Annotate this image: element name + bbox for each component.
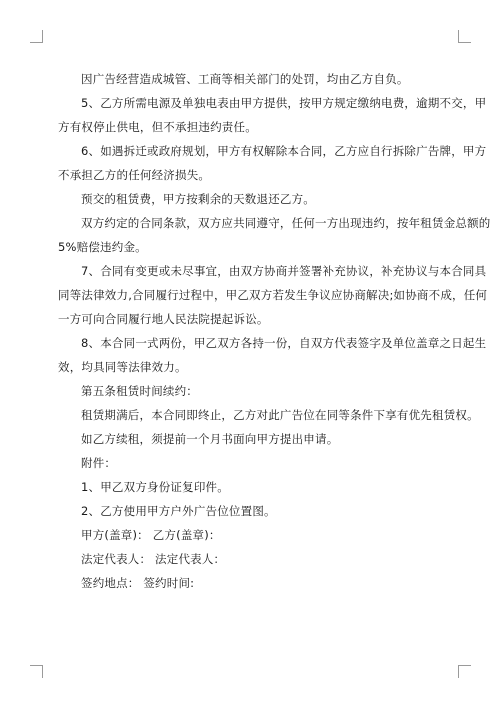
crop-mark-bottom-right — [458, 665, 471, 678]
document-body — [58, 67, 491, 595]
clause-7-line: 7、合同有变更或未尽事宜，由双方协商并签署补充协议，补充协议与本合同具 — [81, 264, 487, 278]
clause-6-line: 6、如遇拆迁或政府规划，甲方有权解除本合同，乙方应自行拆除广告牌，甲方 — [81, 144, 487, 158]
clause-8-continuation: 效，均具同等法律效力。 — [58, 360, 187, 374]
signature-line: 签约地点： 签约时间: — [81, 576, 195, 590]
clause-5-continuation: 方有权停止供电，但不承担违约责任。 — [58, 120, 257, 134]
clause-8-line: 8、本合同一式两份，甲乙双方各持一份，自双方代表签字及单位盖章之日起生 — [81, 336, 487, 350]
crop-mark-top-left — [30, 30, 43, 43]
signature-line: 法定代表人： 法定代表人： — [81, 552, 226, 566]
crop-mark-top-right — [458, 30, 471, 43]
attachment-item: 1、甲乙双方身份证复印件。 — [81, 480, 229, 494]
crop-mark-bottom-left — [30, 665, 43, 678]
signature-line: 甲方(盖章)： 乙方(盖章)： — [81, 528, 221, 542]
clause-5-line: 5、乙方所需电源及单独电表由甲方提供，按甲方规定缴纳电费，逾期不交，甲 — [81, 96, 487, 110]
text-line: 如乙方续租，须提前一个月书面向甲方提出申请。 — [81, 432, 339, 446]
clause-7-continuation: 一方可向合同履行地人民法院提起诉讼。 — [58, 312, 269, 326]
text-line: 预交的租赁费，甲方按剩余的天数退还乙方。 — [81, 192, 315, 206]
clause-7-continuation: 同等法律效力,合同履行过程中，甲乙双方若发生争议应协商解决;如协商不成，任何 — [58, 288, 488, 302]
text-line: 租赁期满后，本合同即终止，乙方对此广告位在同等条件下享有优先租赁权。 — [81, 408, 479, 422]
text-line: 双方约定的合同条款，双方应共同遵守，任何一方出现违约，按年租赁金总额的 — [81, 216, 491, 230]
attachment-item: 2、乙方使用甲方户外广告位位置图。 — [81, 504, 276, 518]
section-heading: 第五条租赁时间续约： — [81, 384, 198, 398]
text-line: 因广告经营造成城管、工商等相关部门的处罚，均由乙方自负。 — [81, 72, 409, 86]
text-line-continuation: 5%赔偿违约金。 — [58, 240, 147, 254]
attachments-heading: 附件： — [81, 456, 117, 470]
clause-6-continuation: 不承担乙方的任何经济损失。 — [58, 168, 211, 182]
